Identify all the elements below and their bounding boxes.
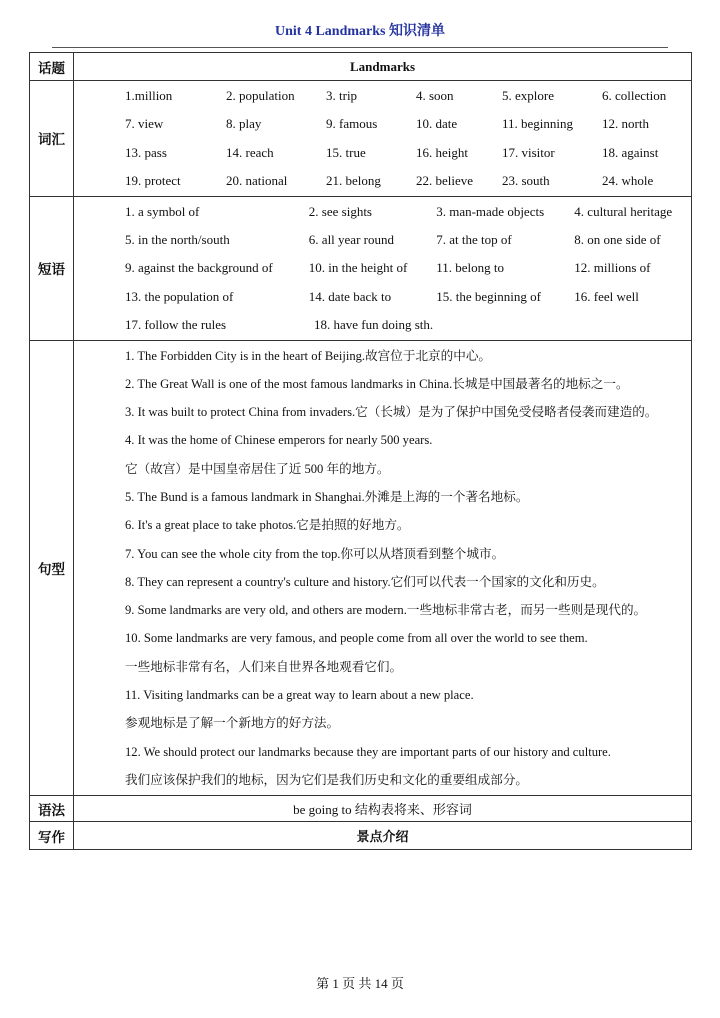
phrase-item: 1. a symbol of [125, 203, 200, 219]
writing-value: 景点介绍 [74, 822, 692, 850]
vocabulary-item: 23. south [502, 173, 550, 189]
phrase-item: 5. in the north/south [125, 231, 230, 247]
phrase-item: 11. belong to [436, 260, 504, 276]
sentence-line: 它（故宫）是中国皇帝居住了近 500 年的地方。 [125, 461, 390, 476]
phrase-item: 6. all year round [308, 231, 394, 247]
phrase-item: 8. on one side of [574, 231, 661, 247]
vocabulary-item: 22. believe [416, 173, 474, 189]
vocabulary-label: 词汇 [30, 81, 74, 197]
sentence-line: 10. Some landmarks are very famous, and people come from all over the world to see them. [125, 631, 588, 646]
sentence-line: 参观地标是了解一个新地方的好方法。 [125, 716, 340, 731]
vocabulary-item: 7. view [125, 116, 164, 132]
grammar-row [30, 796, 692, 822]
phrases-row [30, 196, 692, 340]
vocabulary-item: 6. collection [602, 88, 667, 103]
sentence-line: 11. Visiting landmarks can be a great way to learn about a new place. [125, 688, 474, 703]
sentence-line: 7. You can see the whole city from the top.你可以从塔顶看到整个城市。 [125, 546, 505, 561]
phrase-item: 2. see sights [308, 203, 372, 219]
topic-value: Landmarks [74, 53, 692, 81]
vocabulary-item: 17. visitor [502, 144, 555, 160]
sentence-line: 9. Some landmarks are very old, and others are modern.一些地标非常古老，而另一些则是现代的。 [125, 603, 647, 618]
topic-label: 话题 [30, 53, 74, 81]
vocabulary-item: 9. famous [326, 116, 378, 132]
sentence-line: 5. The Bund is a famous landmark in Shanghai.外滩是上海的一个著名地标。 [125, 490, 529, 504]
phrase-item: 17. follow the rules [125, 317, 227, 333]
vocabulary-item: 14. reach [226, 144, 274, 160]
vocabulary-grid [74, 81, 691, 196]
vocabulary-item: 4. soon [416, 88, 454, 103]
vocabulary-row [30, 81, 692, 197]
sentence-line: 一些地标非常有名，人们来自世界各地观看它们。 [125, 659, 403, 674]
title-divider [52, 47, 668, 48]
vocabulary-item: 24. whole [602, 173, 654, 189]
phrase-item: 4. cultural heritage [574, 203, 673, 219]
vocabulary-item: 2. population [226, 88, 295, 103]
grammar-value: be going to 结构表将来、形容词 [74, 796, 692, 822]
phrases-cell [74, 196, 692, 340]
phrases-label: 短语 [30, 196, 74, 340]
vocabulary-item: 11. beginning [502, 116, 574, 132]
phrase-item: 15. the beginning of [436, 288, 541, 304]
vocabulary-item: 15. true [326, 144, 366, 160]
phrase-item: 16. feel well [574, 288, 639, 304]
phrase-item: 14. date back to [308, 288, 392, 304]
sentence-line: 3. It was built to protect China from invaders.它（长城）是为了保护中国免受侵略者侵袭而建造的。 [125, 405, 658, 420]
document-title: Unit 4 Landmarks 知识清单 [275, 24, 445, 39]
phrase-row [125, 198, 691, 226]
phrase-row [125, 311, 691, 339]
vocabulary-item: 21. belong [326, 173, 381, 189]
phrase-item: 3. man-made objects [436, 203, 545, 219]
vocabulary-item: 10. date [416, 116, 458, 132]
sentence-line: 4. It was the home of Chinese emperors for nearly 500 years. [125, 433, 433, 448]
sentence-line: 1. The Forbidden City is in the heart of Beijing.故宫位于北京的中心。 [125, 348, 492, 363]
vocabulary-item: 16. height [416, 144, 468, 160]
sentence-list [74, 341, 691, 796]
phrase-item: 10. in the height of [308, 260, 408, 276]
phrase-item: 18. have fun doing sth. [314, 317, 434, 333]
sentences-label: 句型 [30, 340, 74, 796]
knowledge-table [29, 52, 692, 850]
sentences-cell [74, 340, 692, 796]
sentences-row [30, 340, 692, 796]
sentence-line: 6. It's a great place to take photos.它是拍照的好地方。 [125, 518, 410, 533]
phrase-row [125, 283, 691, 311]
vocabulary-item: 3. trip [326, 88, 358, 103]
vocabulary-item: 13. pass [125, 144, 167, 160]
sentence-line: 我们应该保护我们的地标，因为它们是我们历史和文化的重要组成部分。 [125, 772, 528, 787]
vocabulary-item: 8. play [226, 116, 262, 132]
grammar-label: 语法 [30, 796, 74, 822]
vocabulary-item: 1.million [125, 88, 173, 103]
phrase-row [125, 254, 691, 282]
vocabulary-item: 19. protect [125, 173, 181, 189]
writing-label: 写作 [30, 822, 74, 850]
vocabulary-item: 20. national [226, 173, 288, 189]
phrase-item: 13. the population of [125, 288, 234, 304]
phrase-item: 7. at the top of [436, 231, 512, 247]
page-footer: 第 1 页 共 14 页 [316, 976, 404, 991]
phrases-grid [74, 197, 691, 340]
vocabulary-item: 12. north [602, 116, 649, 132]
phrase-row [125, 226, 691, 254]
vocabulary-cell [74, 81, 692, 197]
vocabulary-item: 18. against [602, 144, 659, 160]
sentence-line: 2. The Great Wall is one of the most famous landmarks in China.长城是中国最著名的地标之一。 [125, 376, 629, 391]
writing-row [30, 822, 692, 850]
phrase-item: 9. against the background of [125, 260, 273, 276]
sentence-line: 12. We should protect our landmarks because they are important parts of our history and culture. [125, 744, 611, 759]
vocabulary-item: 5. explore [502, 88, 554, 103]
sentence-line: 8. They can represent a country's culture and history.它们可以代表一个国家的文化和历史。 [125, 574, 605, 589]
phrase-item: 12. millions of [574, 260, 651, 276]
topic-row [30, 53, 692, 81]
